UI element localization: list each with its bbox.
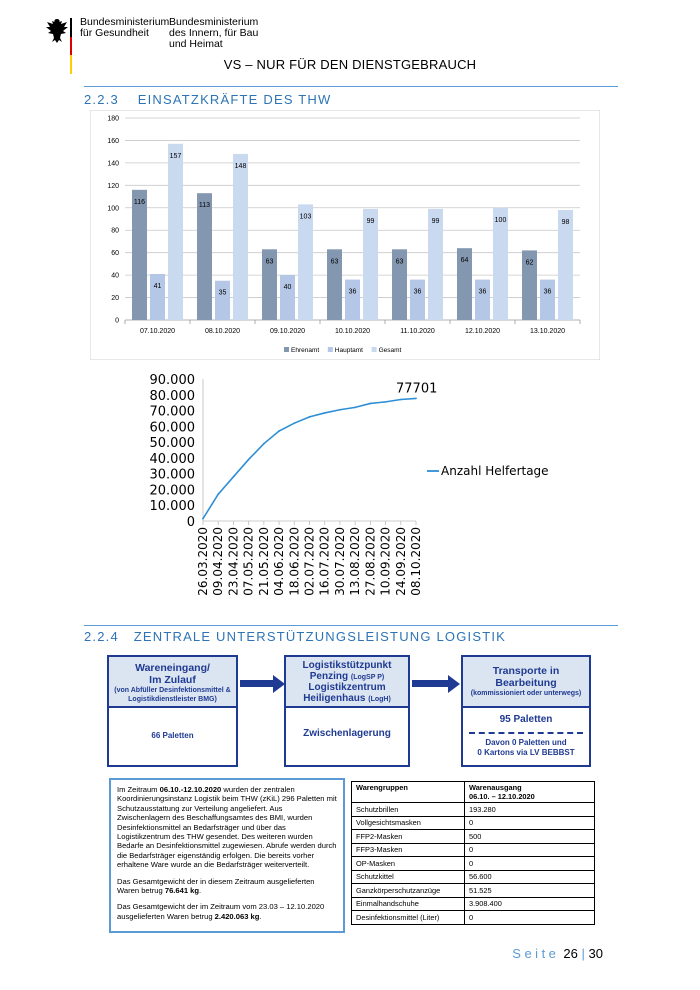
flow-title: Transporte in	[492, 665, 560, 677]
bar-hauptamt	[475, 280, 490, 320]
flow-title	[286, 693, 408, 704]
summary-weight-total: 2.420.063 kg	[214, 911, 260, 921]
summary-text: wurden der zentralen Koordinierungsinstanz Logistik beim THW (zKiL) 296 Paletten mit Schutzausstattung zur Verteilung angeliefert. Aus Zwischenlagern des Beschaffungsamtes des BMI, wurden Desinfektionsmittel an Bedarfsträger und über das Logistikzentrum des THW gesendet. Des weiteren wurden Bedarfe an Desinfektionsmittel zugewiesen. Abrufe werden durch die Bedarfsträger eigenständig erfolgen. Die bereits vorher erhaltene Ware wurde an die Bedarfsträger weiterverteilt.	[117, 785, 337, 870]
flow-box-header	[286, 657, 408, 708]
data-label: 99	[431, 217, 440, 225]
table-header-cell	[465, 782, 595, 803]
ministry-bmg-logo	[80, 17, 169, 39]
ministry-bmi-line: Bundesministerium	[169, 16, 259, 28]
page-current: 26	[563, 946, 578, 961]
section-heading-223	[84, 92, 331, 107]
flow-title-abbr: (LogSP P)	[350, 674, 385, 681]
legend-swatch-ehrenamt	[284, 347, 289, 352]
data-label: 40	[283, 284, 292, 292]
goods-output-table	[351, 781, 595, 925]
end-value-label: 77701	[396, 381, 438, 397]
y-tick-label: 140	[107, 160, 119, 168]
table-cell-group: Einmalhandschuhe	[352, 897, 465, 911]
data-point	[324, 412, 326, 414]
legend-label: Ehrenamt	[291, 347, 320, 354]
data-point	[369, 403, 371, 405]
x-tick-label: 21.05.2020	[256, 527, 271, 596]
x-tick-label: 16.07.2020	[317, 527, 332, 596]
data-point	[400, 399, 402, 401]
legend-label: Anzahl Helfertage	[441, 464, 549, 478]
data-point	[248, 459, 250, 461]
data-point	[278, 430, 280, 432]
y-tick-label: 60	[111, 250, 119, 258]
bar-ehrenamt	[197, 193, 212, 320]
flow-title: Bearbeitung	[495, 677, 557, 689]
table-row	[352, 911, 595, 925]
legend-label: Gesamt	[378, 347, 402, 354]
bar-gesamt	[493, 208, 508, 320]
table-header-line: 06.10. – 12.10.2020	[469, 792, 535, 801]
data-point	[309, 416, 311, 418]
data-label: 99	[366, 217, 375, 225]
ministry-bmg-line: Bundesministerium	[80, 16, 170, 28]
flow-detail-line: 0 Kartons via LV BEBBST	[477, 748, 575, 757]
y-tick-label: 10.000	[149, 499, 195, 515]
summary-paragraph	[117, 877, 337, 896]
data-label: 113	[198, 202, 211, 210]
data-label: 63	[330, 258, 339, 266]
flow-box-header	[463, 657, 589, 708]
data-label: 116	[133, 198, 146, 206]
table-cell-value: 500	[465, 830, 595, 844]
table-row	[352, 830, 595, 844]
section-title: ZENTRALE UNTERSTÜTZUNGSLEISTUNG LOGISTIK	[133, 629, 507, 644]
ministry-bmi-line: des Innern, für Bau	[169, 27, 259, 39]
helper-days-line-chart	[135, 368, 570, 603]
summary-text: Im Zeitraum	[117, 785, 160, 794]
thw-forces-bar-chart	[90, 110, 600, 360]
data-label: 36	[478, 288, 487, 296]
x-tick-label: 10.09.2020	[378, 527, 393, 596]
bar-gesamt	[363, 209, 378, 320]
data-label: 64	[460, 257, 469, 265]
classification-label: VS – NUR FÜR DEN DIENSTGEBRAUCH	[223, 57, 477, 72]
table-row	[352, 857, 595, 871]
y-tick-label: 20	[111, 295, 119, 303]
table-cell-value: 56.600	[465, 870, 595, 884]
table-header-line: Warenausgang	[469, 783, 522, 792]
flow-arrow-shaft	[240, 680, 274, 687]
bar-hauptamt	[150, 274, 165, 320]
x-tick-label: 07.05.2020	[241, 527, 256, 596]
summary-text: .	[259, 911, 262, 921]
table-cell-value: 0	[465, 843, 595, 857]
table-row	[352, 870, 595, 884]
flow-title	[286, 671, 408, 682]
x-tick-label: 11.10.2020	[400, 328, 435, 335]
data-label: 41	[153, 282, 162, 290]
table-cell-value: 0	[465, 816, 595, 830]
section-title: EINSATZKRÄFTE DES THW	[137, 92, 332, 107]
data-point	[217, 493, 219, 495]
section-heading-224	[84, 629, 506, 644]
data-label: 148	[234, 162, 247, 170]
bar-ehrenamt	[132, 190, 147, 320]
data-point	[354, 407, 356, 409]
y-tick-label: 100	[107, 205, 119, 213]
data-point	[293, 422, 295, 424]
data-label: 35	[218, 289, 227, 297]
flow-body-pallets: 95 Paletten	[499, 714, 553, 725]
y-tick-label: 40	[111, 272, 119, 280]
bar-hauptamt	[215, 281, 230, 320]
page-total: 30	[588, 946, 603, 961]
table-row	[352, 843, 595, 857]
x-tick-label: 08.10.2020	[409, 527, 423, 596]
chart-frame	[90, 110, 600, 360]
flow-title: Wareneingang/	[135, 662, 210, 674]
flow-title: Im Zulauf	[149, 674, 196, 686]
y-tick-label: 180	[107, 115, 119, 123]
flow-arrow-icon	[448, 675, 460, 693]
table-row	[352, 816, 595, 830]
summary-weight-period: 76.641 kg	[164, 886, 200, 896]
x-tick-label: 18.06.2020	[287, 527, 302, 596]
section-number: 2.2.3	[84, 92, 119, 107]
page-number	[512, 946, 603, 961]
table-cell-value: 0	[465, 911, 595, 925]
data-point	[202, 518, 204, 520]
bar-hauptamt	[280, 275, 295, 320]
x-tick-label: 23.04.2020	[226, 527, 241, 596]
x-tick-label: 27.08.2020	[363, 527, 378, 596]
x-tick-label: 09.10.2020	[269, 328, 306, 335]
page-separator: |	[581, 946, 585, 961]
x-tick-label: 10.10.2020	[334, 328, 371, 335]
y-tick-label: 160	[107, 137, 119, 145]
x-tick-label: 13.10.2020	[529, 328, 566, 335]
table-cell-group: Schutzkittel	[352, 870, 465, 884]
x-tick-label: 26.03.2020	[196, 527, 210, 596]
table-cell-group: Schutzbrillen	[352, 803, 465, 817]
data-label: 63	[265, 258, 274, 266]
table-cell-value: 3.908.400	[465, 897, 595, 911]
data-point	[339, 409, 341, 411]
table-cell-value: 0	[465, 857, 595, 871]
flow-box-logistikstuetzpunkt	[284, 655, 410, 767]
bar-hauptamt	[540, 280, 555, 320]
data-label: 36	[348, 288, 357, 296]
flag-stripe-red	[70, 37, 72, 56]
data-label: 36	[543, 288, 552, 296]
flow-subtitle: (von Abfüller Desinfektionsmittel & Logistikdienstleister BMG)	[114, 687, 231, 703]
y-tick-label: 120	[107, 182, 119, 190]
data-point	[263, 443, 265, 445]
bar-gesamt	[428, 209, 443, 320]
x-tick-label: 02.07.2020	[302, 527, 317, 596]
table-cell-value: 51.525	[465, 884, 595, 898]
bar-gesamt	[168, 144, 183, 320]
x-tick-label: 13.08.2020	[348, 527, 363, 596]
y-tick-label: 40.000	[149, 451, 195, 467]
flow-box-wareneingang	[107, 655, 238, 767]
ministry-bmi-line: und Heimat	[169, 38, 223, 50]
table-row	[352, 803, 595, 817]
table-cell-group: FFP3-Masken	[352, 843, 465, 857]
y-tick-label: 20.000	[149, 483, 195, 499]
y-tick-label: 0	[186, 515, 195, 530]
summary-period: 06.10.-12.10.2020	[159, 785, 222, 794]
bar-gesamt	[233, 154, 248, 320]
table-cell-group: FFP2-Masken	[352, 830, 465, 844]
legend-swatch-gesamt	[372, 347, 377, 352]
x-tick-label: 12.10.2020	[464, 328, 501, 335]
y-tick-label: 60.000	[149, 420, 195, 436]
data-label: 100	[494, 216, 507, 224]
federal-eagle-icon	[45, 18, 69, 44]
y-tick-label: 70.000	[149, 404, 195, 420]
data-label: 63	[395, 258, 404, 266]
flow-title: Logistikzentrum	[308, 682, 386, 693]
summary-text: .	[199, 886, 202, 896]
y-tick-label: 80	[111, 227, 119, 235]
data-point	[233, 476, 235, 478]
section-rule	[84, 625, 618, 626]
table-cell-group: OP-Masken	[352, 857, 465, 871]
y-tick-label: 90.000	[149, 373, 195, 388]
bar-hauptamt	[410, 280, 425, 320]
y-tick-label: 50.000	[149, 436, 195, 452]
summary-paragraph	[117, 902, 337, 921]
bar-hauptamt	[345, 280, 360, 320]
x-tick-label: 04.06.2020	[272, 527, 287, 596]
flow-title-abbr: (LogH)	[368, 696, 391, 703]
table-header-cell: Warengruppen	[352, 782, 465, 803]
x-tick-label: 09.04.2020	[211, 527, 226, 596]
table-header-row	[352, 782, 595, 803]
section-rule	[84, 86, 618, 87]
y-tick-label: 0	[115, 317, 119, 325]
table-row	[352, 897, 595, 911]
y-tick-label: 80.000	[149, 388, 195, 404]
data-label: 157	[169, 152, 182, 160]
data-point	[385, 401, 387, 403]
flow-subtitle: (kommissioniert oder unterwegs)	[470, 690, 582, 697]
data-label: 36	[413, 288, 422, 296]
summary-text: Das Gesamtgewicht der in diesem Zeitraum ausgelieferten Waren betrug	[117, 876, 315, 896]
bar-gesamt	[558, 210, 573, 320]
flow-title-part: Penzing	[309, 671, 349, 682]
flow-box-header	[109, 657, 236, 708]
table-row	[352, 884, 595, 898]
summary-paragraph	[117, 785, 337, 870]
y-tick-label: 30.000	[149, 467, 195, 483]
table-cell-group: Desinfektionsmittel (Liter)	[352, 911, 465, 925]
x-tick-label: 08.10.2020	[204, 328, 241, 335]
section-number: 2.2.4	[84, 629, 119, 644]
x-tick-label: 07.10.2020	[139, 328, 176, 335]
flag-stripe-black	[70, 18, 72, 37]
table-cell-value: 193.280	[465, 803, 595, 817]
logistics-summary-box	[109, 778, 345, 933]
flow-body-storage: Zwischenlagerung	[303, 728, 391, 739]
flow-box-transporte	[461, 655, 591, 767]
ministry-bmg-line: für Gesundheit	[80, 27, 149, 39]
bar-gesamt	[298, 204, 313, 320]
table-cell-group: Vollgesichtsmasken	[352, 816, 465, 830]
flow-body-details	[463, 734, 589, 758]
flow-body-pallets: 66 Paletten	[151, 731, 194, 740]
x-tick-label: 24.09.2020	[393, 527, 408, 596]
flow-title: Logistikstützpunkt	[302, 660, 392, 671]
legend-swatch-hauptamt	[328, 347, 333, 352]
ministry-bmi-logo	[169, 17, 258, 50]
data-label: 98	[561, 219, 570, 227]
flow-arrow-shaft	[412, 680, 449, 687]
flow-title-part: Heiligenhaus	[303, 693, 366, 704]
table-cell-group: Ganzkörperschutzanzüge	[352, 884, 465, 898]
flow-detail-line: Davon 0 Paletten und	[485, 738, 567, 747]
data-label: 62	[525, 259, 534, 267]
legend-label: Hauptamt	[334, 347, 363, 354]
data-label: 103	[299, 213, 312, 221]
x-tick-label: 30.07.2020	[332, 527, 347, 596]
data-point	[415, 398, 417, 400]
summary-text: Das Gesamtgewicht der im Zeitraum vom 23.03 – 12.10.2020 ausgelieferten Waren betrug	[117, 902, 325, 921]
page-label: Seite	[512, 946, 560, 961]
